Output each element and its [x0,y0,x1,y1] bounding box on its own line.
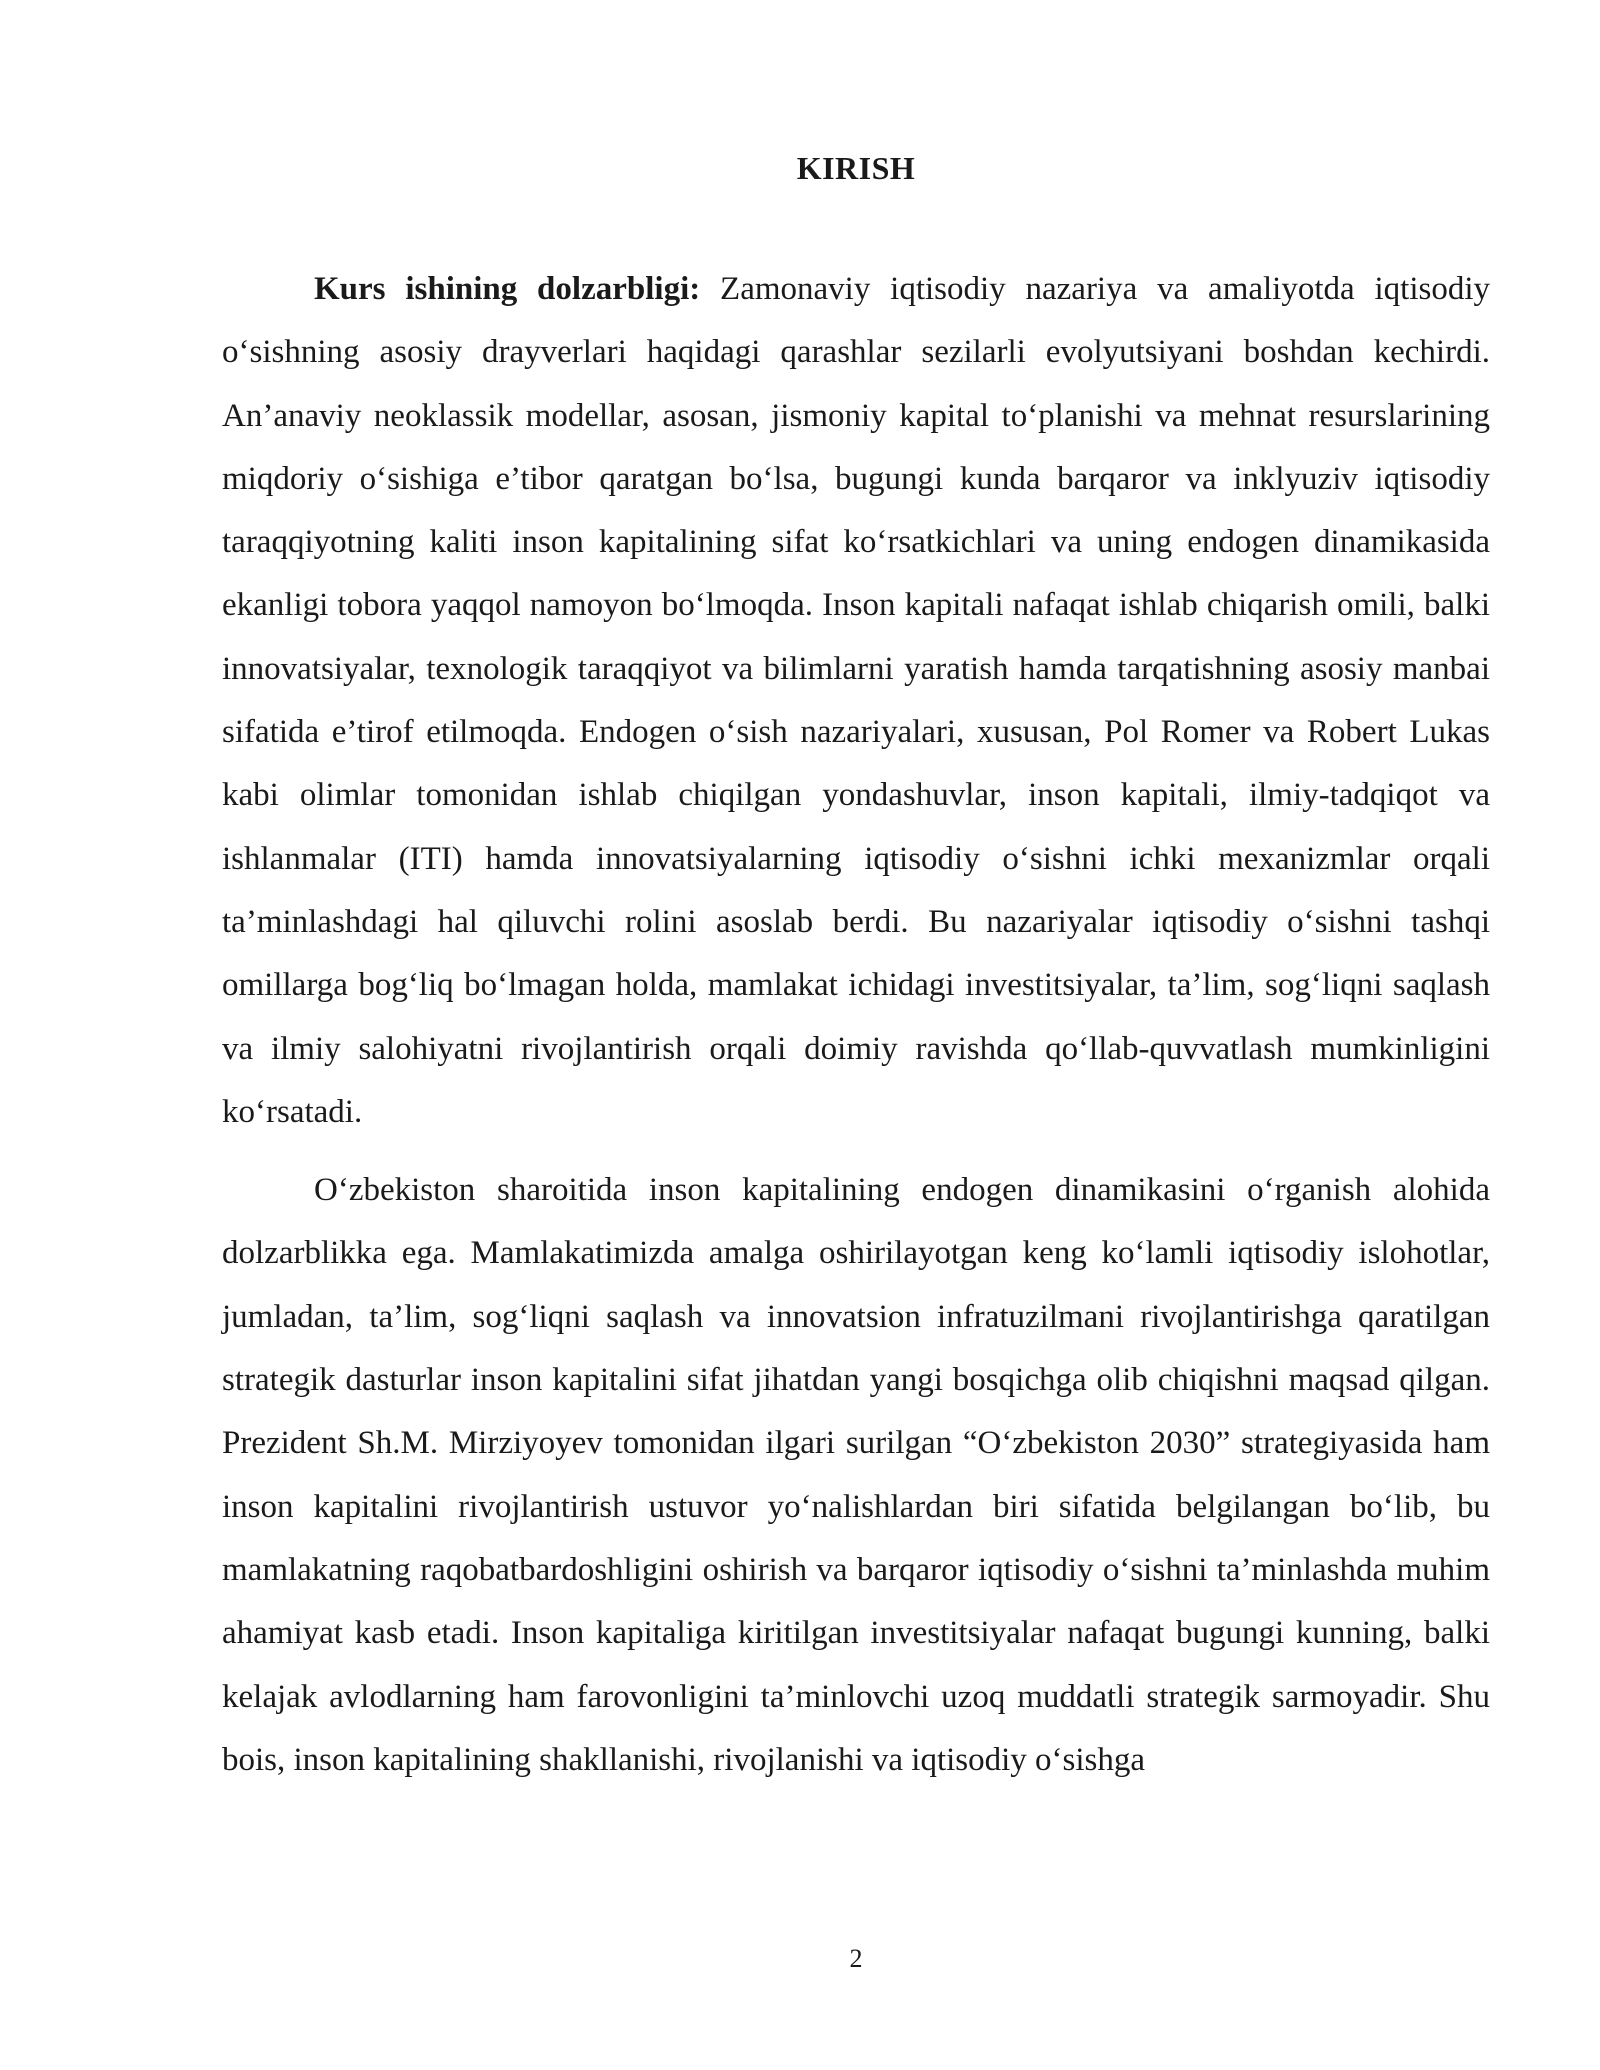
paragraph-2 [222,1159,1490,1792]
section-heading: KIRISH [796,150,916,186]
paragraph-text: Zamonaviy iqtisodiy nazariya va amaliyotda iqtisodiy o‘sishning asosiy drayverlari haqidagi qarashlar sezilarli evolyutsiyani boshdan kechirdi. An’anaviy neoklassik modellar, asosan, jismoniy kapital to‘planishi va mehnat resurslarining miqdoriy o‘sishiga e’tibor qaratgan bo‘lsa, bugungi kunda barqaror va inklyuziv iqtisodiy taraqqiyotning kaliti inson kapitalining sifat ko‘rsatkichlari va uning endogen dinamikasida ekanligi tobora yaqqol namoyon bo‘lmoqda. Inson kapitali nafaqat ishlab chiqarish omili, balki innovatsiyalar, texnologik taraqqiyot va bilimlarni yaratish hamda tarqatishning asosiy manbai sifatida e’tirof etilmoqda. Endogen o‘sish nazariyalari, xususan, Pol Romer va Robert Lukas kabi olimlar tomonidan ishlab chiqilgan yondashuvlar, inson kapitali, ilmiy-tadqiqot va ishlanmalar (ITI) hamda innovatsiyalarning iqtisodiy o‘sishni ichki mexanizmlar orqali ta’minlashdagi hal qiluvchi rolini asoslab berdi. Bu nazariyalar iqtisodiy o‘sishni tashqi omillarga bog‘liq bo‘lmagan holda, mamlakat ichidagi investitsiyalar, ta’lim, sog‘liqni saqlash va ilmiy salohiyatni rivojlantirish orqali doimiy ravishda qo‘llab-quvvatlash mumkinligini ko‘rsatadi. [222,271,1490,1130]
paragraph-text: O‘zbekiston sharoitida inson kapitalining endogen dinamikasini o‘rganish alohida dolzarblikka ega. Mamlakatimizda amalga oshirilayotgan keng ko‘lamli iqtisodiy islohotlar, jumladan, ta’lim, sog‘liqni saqlash va innovatsion infratuzilmani rivojlantirishga qaratilgan strategik dasturlar inson kapitalini sifat jihatdan yangi bosqichga olib chiqishni maqsad qilgan. Prezident Sh.M. Mirziyoyev tomonidan ilgari surilgan “O‘zbekiston 2030” strategiyasida ham inson kapitalini rivojlantirish ustuvor yo‘nalishlardan biri sifatida belgilangan bo‘lib, bu mamlakatning raqobatbardoshligini oshirish va barqaror iqtisodiy o‘sishni ta’minlashda muhim ahamiyat kasb etadi. Inson kapitaliga kiritilgan investitsiyalar nafaqat bugungi kunning, balki kelajak avlodlarning ham farovonligini ta’minlovchi uzoq muddatli strategik sarmoyadir. Shu bois, inson kapitalining shakllanishi, rivojlanishi va iqtisodiy o‘sishga [222,1172,1490,1778]
page-number: 2 [849,1944,863,1973]
paragraph-1 [222,258,1490,1144]
paragraph-lead: Kurs ishining dolzarbligi: [314,271,701,307]
body-text [222,258,1490,1792]
